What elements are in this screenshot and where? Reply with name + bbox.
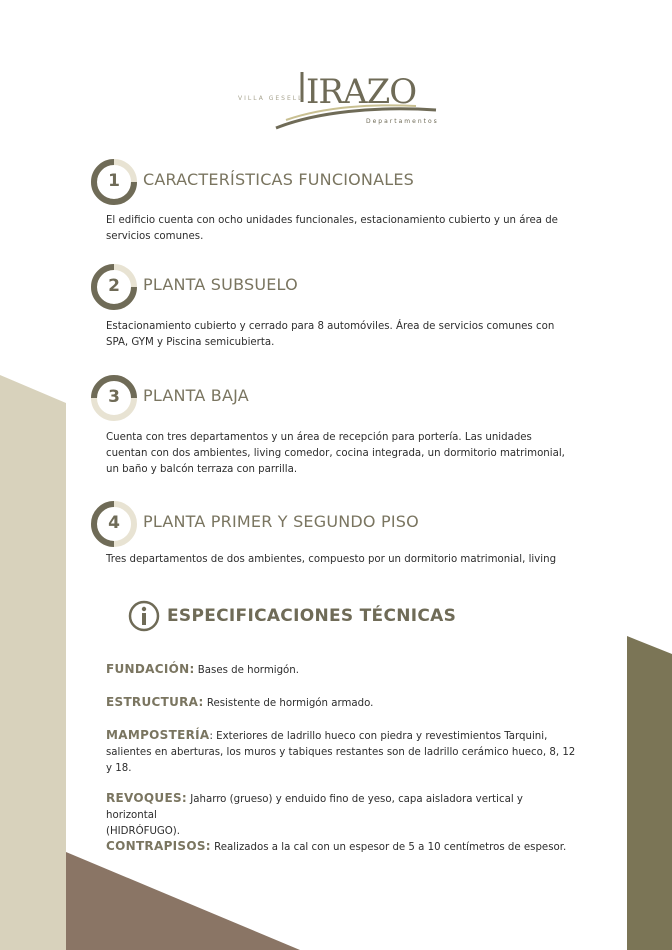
- section-body: [106, 319, 566, 351]
- body-line: SPA, GYM y Piscina semicubierta.: [106, 337, 275, 348]
- spec-estructura: [106, 694, 576, 712]
- body-line: Tres departamentos de dos ambientes, compuesto por un dormitorio matrimonial, living: [106, 554, 557, 565]
- brown-bottom-panel: [66, 852, 300, 950]
- spec-fundacion: [106, 661, 576, 679]
- body-line: cuentan con dos ambientes, living comedor, cocina integrada, un dormitorio matrimonial,: [106, 448, 565, 459]
- specs-title: ESPECIFICACIONES TÉCNICAS: [167, 606, 457, 626]
- body-line: Estacionamiento cubierto y cerrado para 8 automóviles. Área de servicios comunes con: [106, 321, 555, 332]
- section-title: PLANTA PRIMER Y SEGUNDO PISO: [143, 512, 419, 531]
- section-title: PLANTA BAJA: [143, 386, 249, 405]
- logo-left-tagline: VILLA GESELL: [238, 95, 304, 102]
- spec-text-line: salientes en aberturas, los muros y tabiques restantes son de ladrillo cerámico hueco, 8, 12: [106, 747, 576, 758]
- olive-right-panel: [627, 636, 672, 950]
- brand-logo: [236, 60, 446, 140]
- body-line: servicios comunes.: [106, 231, 204, 242]
- logo-wordmark: IRAZO: [306, 72, 417, 112]
- spec-text-line: (HIDRÓFUGO).: [106, 826, 181, 837]
- spec-revoques: [106, 790, 576, 840]
- spec-contrapisos: [106, 838, 576, 856]
- section-number: 1: [108, 171, 120, 191]
- section-title: PLANTA SUBSUELO: [143, 275, 298, 294]
- section-body: [106, 552, 566, 568]
- spec-text: : Exteriores de ladrillo hueco con piedra y revestimientos Tarquini,: [209, 731, 548, 742]
- spec-mamposteria: [106, 727, 576, 777]
- section-body: [106, 213, 566, 245]
- number-badge: [90, 374, 138, 422]
- spec-text: Jaharro (grueso) y enduido fino de yeso, capa aisladora vertical y horizontal: [106, 794, 523, 821]
- body-line: Cuenta con tres departamentos y un área de recepción para portería. Las unidades: [106, 432, 532, 443]
- number-badge: [90, 158, 138, 206]
- spec-label: REVOQUES:: [106, 791, 187, 805]
- section-number: 3: [108, 387, 120, 407]
- spec-label: CONTRAPISOS:: [106, 839, 211, 853]
- beige-left-panel: [0, 375, 66, 950]
- spec-text-line: y 18.: [106, 763, 132, 774]
- number-badge: [90, 263, 138, 311]
- spec-label: FUNDACIÓN:: [106, 662, 195, 676]
- section-title: CARACTERÍSTICAS FUNCIONALES: [143, 170, 415, 189]
- section-number: 4: [108, 513, 120, 533]
- body-line: un baño y balcón terraza con parrilla.: [106, 464, 298, 475]
- spec-label: MAMPOSTERÍA: [106, 728, 210, 742]
- info-icon: [128, 600, 160, 632]
- section-body: [106, 430, 566, 478]
- logo-right-tagline: Departamentos: [366, 118, 439, 125]
- spec-text: Resistente de hormigón armado.: [206, 698, 374, 709]
- section-number: 2: [108, 276, 120, 296]
- spec-text: Realizados a la cal con un espesor de 5 a 10 centímetros de espesor.: [214, 842, 567, 853]
- body-line: El edificio cuenta con ocho unidades funcionales, estacionamiento cubierto y un área de: [106, 215, 558, 226]
- spec-label: ESTRUCTURA:: [106, 695, 204, 709]
- spec-text: Bases de hormigón.: [197, 665, 299, 676]
- number-badge: [90, 500, 138, 548]
